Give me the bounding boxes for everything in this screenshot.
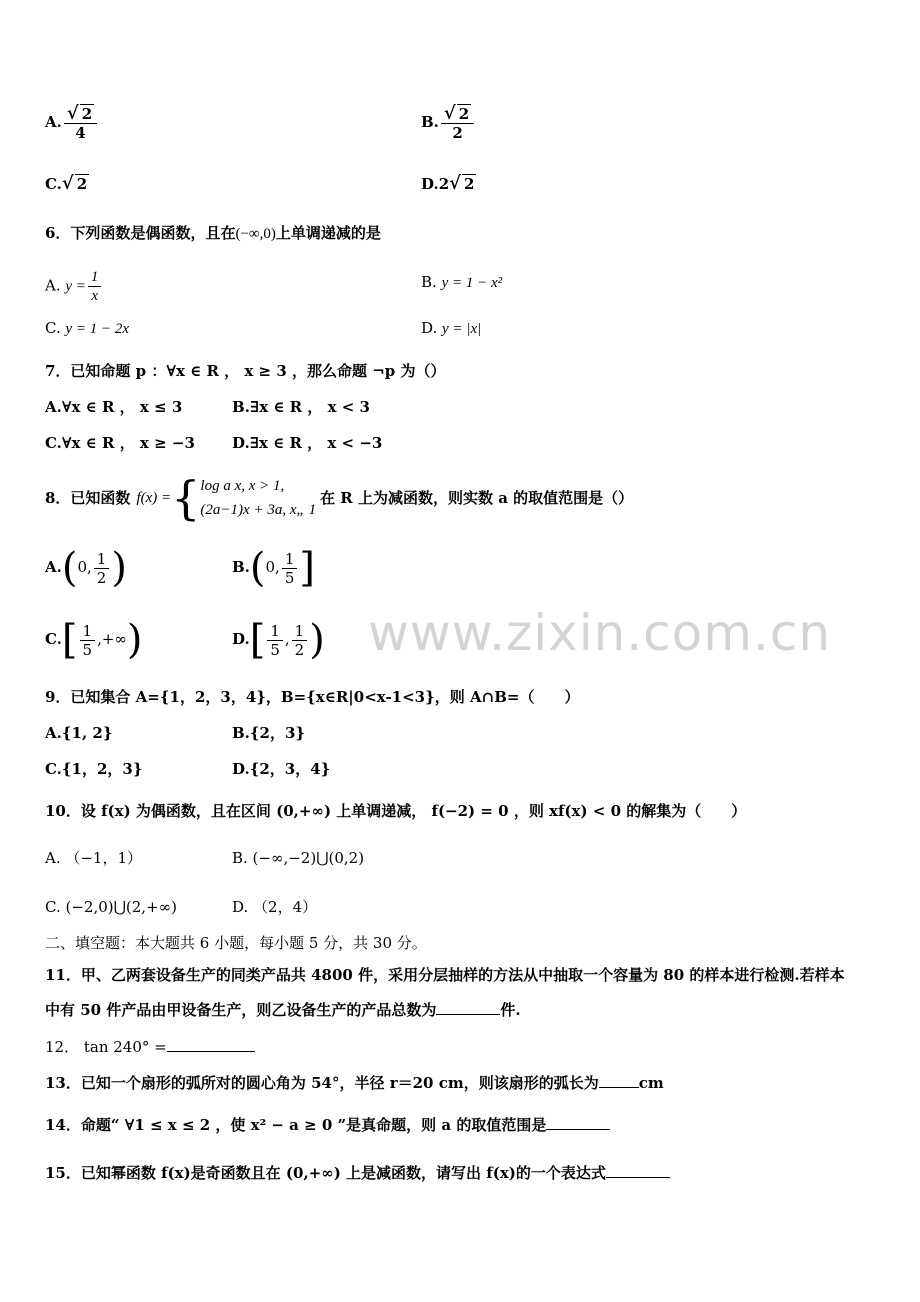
q8-option-c: C.[ $\frac{1}{5}$ ,+∞) [45,617,143,663]
q6-option-d: D. y = |x| [421,319,482,337]
q10-stem: 10．设 f(x) 为偶函数，且在区间 (0,+∞) 上单调递减， f(−2) = 0 ，则 xf(x) < 0 的解集为（ ） [45,802,747,820]
q5-option-b: B. $\frac{√ 2}{2}$ [421,104,476,142]
q7-option-b: B.∃x ∈ R ， x < 3 [232,398,370,416]
q6-stem: 6．下列函数是偶函数，且在(−∞,0)上单调递减的是 [45,224,381,242]
section-heading: 二、填空题：本大题共 6 小题，每小题 5 分，共 30 分。 [45,934,427,952]
q10-option-a: A. （−1，1） [45,849,143,867]
q10-option-d: D. （2，4） [232,898,318,916]
q7-stem: 7．已知命题 p ：∀x ∈ R ， x ≥ 3 ，那么命题 ¬p 为（） [45,362,446,380]
q8-option-d: D.[ $\frac{1}{5}$ , $\frac{1}{2}$ ) [232,617,325,663]
q9-stem: 9．已知集合 A={1，2，3，4}，B={x∈R|0<x-1<3}，则 A∩B=（ ） [45,688,580,706]
q6-option-c: C. y = 1 − 2x [45,319,130,337]
q10-option-c: C. (−2,0)⋃(2,+∞) [45,898,177,916]
q7-option-d: D.∃x ∈ R ， x < −3 [232,434,383,452]
q5-option-d: D.2√ 2 [421,173,475,194]
q7-option-a: A.∀x ∈ R ， x ≤ 3 [45,398,183,416]
q9-option-c: C.{1，2，3} [45,760,143,778]
q14: 14．命题“ ∀1 ≤ x ≤ 2 ，使 x² − a ≥ 0 ”是真命题，则 a 的取值范围是 [45,1115,610,1135]
q6-option-a: A. y = $\frac{1}{x}$ [45,268,103,305]
q8-option-a: A.(0, $\frac{1}{2}$ ) [45,545,127,591]
q11-line-2: 中有 50 件产品由甲设备生产，则乙设备生产的产品总数为 件. [45,1001,521,1019]
q10-option-b: B. (−∞,−2)⋃(0,2) [232,849,365,867]
watermark: www.zixin.com.cn [368,604,832,662]
q8-option-b: B.(0, $\frac{1}{5}$ ] [232,545,315,591]
q6-option-b: B. y = 1 − x² [421,273,503,291]
q9-option-d: D.{2，3，4} [232,760,331,778]
q5-option-a: A. $\frac{√ 2}{4}$ [45,104,99,142]
q12: 12． tan 240° = [45,1037,255,1057]
q5-option-c: C.√ 2 [45,173,88,194]
q15: 15．已知幂函数 f(x)是奇函数且在 (0,+∞) 上是减函数，请写出 f(x)的一个表达式 [45,1163,670,1183]
q8-piece-2: (2a−1)x + 3a, x„ 1 [200,502,317,518]
q8-piece-1: log a x, x > 1, [200,478,285,494]
q9-option-b: B.{2，3} [232,724,306,742]
q7-option-c: C.∀x ∈ R ， x ≥ −3 [45,434,195,452]
q11-line-1: 11．甲、乙两套设备生产的同类产品共 4800 件，采用分层抽样的方法从中抽取一个容量为 80 的样本进行检测.若样本 [45,966,845,984]
q13: 13．已知一个扇形的弧所对的圆心角为 54°，半径 r＝20 cm，则该扇形的弧长为 cm [45,1074,664,1092]
q9-option-a: A.{1, 2} [45,724,113,742]
q8-stem: 8．已知函数 f(x) = { log a x, x > 1, (2a−1)x + 3a, x„ 1 在 R 上为减函数，则实数 a 的取值范围是（） [45,471,634,525]
